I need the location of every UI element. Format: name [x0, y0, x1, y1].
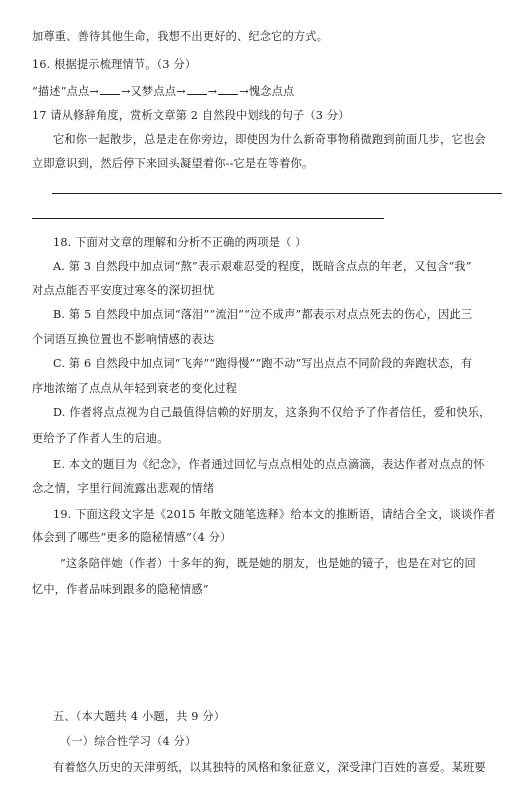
option-c-cont: 序地浓缩了点点从年轻到衰老的变化过程 [32, 382, 237, 395]
text-line: 加尊重、善待其他生命，我想不出更好的、纪念它的方式。 [32, 30, 329, 43]
quote-line: 立即意识到，然后停下来回头凝望着你--它是在等着你。 [32, 157, 314, 170]
section-heading: 五、（本大题共 4 小题，共 9 分） [53, 710, 226, 723]
option-e-cont: 念之情，字里行间流露出悲观的情绪 [32, 482, 215, 495]
flow-part: “描述”点点→ [32, 85, 99, 98]
flow-part: →又梦点点→ [120, 85, 186, 98]
option-b: B. 第 5 自然段中加点词“落泪”“流泪”“泣不成声”都表示对点点死去的伤心，因此三 [53, 308, 473, 321]
answer-blank[interactable] [187, 84, 207, 95]
option-c: C. 第 6 自然段中加点词“飞奔”“跑得慢”“跑不动”写出点点不同阶段的奔跑状态，有 [53, 357, 473, 370]
option-b-cont: 个词语互换位置也不影响情感的表达 [32, 333, 215, 346]
flow-part: → [207, 85, 218, 98]
question-19-cont: 体会到了哪些“更多的隐秘情感”（4 分） [32, 531, 232, 544]
question-17: 17 请从修辞角度，赏析文章第 2 自然段中划线的句子（3 分） [32, 109, 350, 122]
answer-blank[interactable] [218, 84, 238, 95]
question-18: 18. 下面对文章的理解和分析不正确的两项是（ ） [53, 236, 307, 249]
answer-line[interactable] [52, 193, 502, 194]
answer-line[interactable] [32, 218, 384, 219]
answer-blank[interactable] [100, 84, 120, 95]
flow-part: →愧念点点 [239, 85, 295, 98]
subsection-heading: （一）综合性学习（4 分） [60, 735, 197, 748]
question-19: 19. 下面这段文字是《2015 年散文随笔选释》给本文的推断语，请结合全文，谈谈作者 [53, 508, 496, 521]
question-16: 16. 根据提示梳理情节。（3 分） [32, 58, 197, 71]
text-line: 有着悠久历史的天津剪纸，以其独特的风格和象征意义，深受津门百姓的喜爱。某班要 [53, 761, 486, 774]
quote-line: 它和你一起散步，总是走在你旁边，即使因为什么新奇事物稍微跑到前面几步，它也会 [53, 133, 486, 146]
option-d: D. 作者将点点视为自己最值得信赖的好朋友，这条狗不仅给予了作者信任，爱和快乐， [53, 406, 491, 419]
quote-line: “这条陪伴她（作者）十多年的狗，既是她的朋友，也是她的镜子，也是在对它的回 [60, 557, 476, 570]
option-e: E. 本文的题目为《纪念》，作者通过回忆与点点相处的点点滴滴，表达作者对点点的怀 [53, 458, 485, 471]
question-16-flow [32, 84, 294, 99]
option-a-cont: 对点点能否平安度过寒冬的深切担忧 [32, 284, 215, 297]
quote-line: 忆中，作者品味到跟多的隐秘情感” [32, 583, 209, 596]
option-d-cont: 更给予了作者人生的启迪。 [32, 432, 169, 445]
option-a: A. 第 3 自然段中加点词“熬”表示艰难忍受的程度，既暗含点点的年老，又包含“我” [53, 260, 472, 273]
